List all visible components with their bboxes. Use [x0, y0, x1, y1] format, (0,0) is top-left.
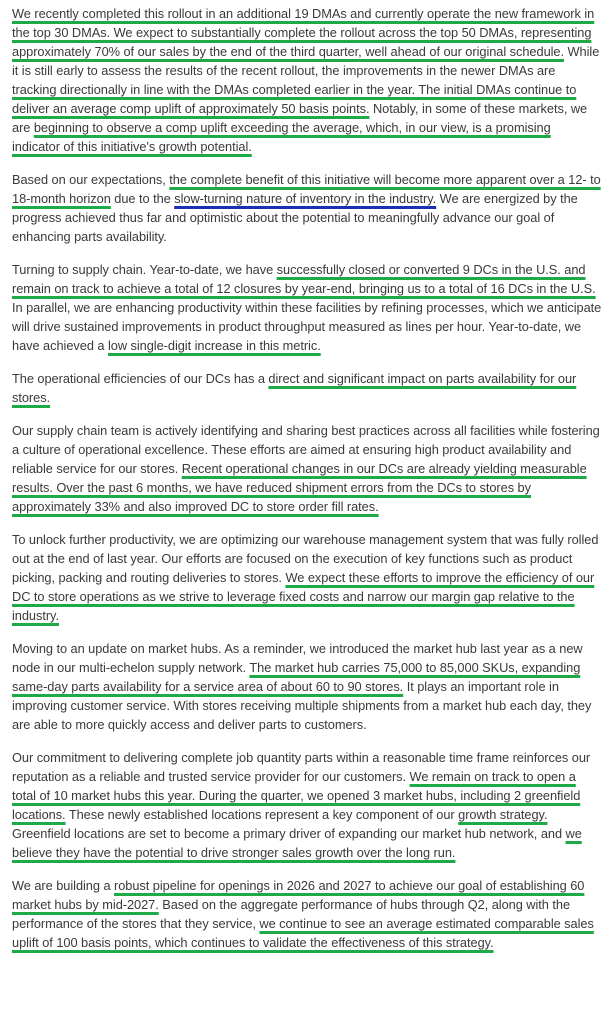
text-segment: Based on our expectations, — [12, 172, 170, 187]
text-segment: It plays an important role in improving customer service. With stores receiving multiple shipments from a market hub each day, they are able to more quickly access and deliver parts to customers. — [12, 679, 592, 732]
paragraph-2 — [12, 170, 602, 246]
highlight-segment: tracking directionally in line with the DMAs completed earlier in the year. The initial DMAs continue to deliver an average comp uplift of approximately 50 basis points. — [12, 82, 577, 116]
text-segment: due to the — [110, 191, 175, 206]
text-segment: Moving to an update on market hubs. As a reminder, we introduced the market hub last year as a new node in our multi-echelon supply network. — [12, 641, 583, 675]
highlight-segment: growth strategy. — [458, 807, 548, 822]
text-segment: Greenfield locations are set to become a primary driver of expanding our market hub network, and — [12, 826, 566, 841]
paragraph-3 — [12, 260, 602, 355]
highlight-segment: We recently completed this rollout in an additional 19 DMAs and currently operate the new framework in the top 30 DMAs. We expect to substantially complete the rollout across the top 50 DMAs, representing approximately 70% of our sales by the end of the third quarter, well ahead of our original schedule. — [12, 6, 595, 59]
highlight-segment: Recent operational changes in our DCs are already yielding measurable results. Over the past 6 months, we have reduced shipment errors from the DCs to stores by approximately 33% and also improved DC to store order fill rates. — [12, 461, 587, 514]
highlight-segment-blue: slow-turning nature of inventory in the industry. — [174, 191, 437, 206]
highlight-segment: successfully closed or converted 9 DCs in the U.S. and remain on track to achieve a total of 12 closures by year-end, bringing us to a total of 16 DCs in the U.S. — [12, 262, 596, 296]
highlight-segment: we continue to see an average estimated comparable sales uplift of 100 basis points, which continues to validate the effectiveness of this strategy. — [12, 916, 594, 950]
text-segment: In parallel, we are enhancing productivity within these facilities by refining processes, which we anticipate will drive sustained improvements in product throughput measured as lines per hour. Year-to-date, we have achieved a — [12, 300, 602, 353]
paragraph-1 — [12, 4, 602, 156]
highlight-segment: direct and significant impact on parts availability for our stores. — [12, 371, 577, 405]
highlight-segment: beginning to observe a comp uplift exceeding the average, which, in our view, is a promising indicator of this initiative's growth potential. — [12, 120, 551, 154]
paragraph-8 — [12, 748, 602, 862]
text-segment: The operational efficiencies of our DCs has a — [12, 371, 269, 386]
text-segment: To unlock further productivity, we are optimizing our warehouse management system that was fully rolled out at the end of last year. Our efforts are focused on the execution of key functions such as product picking, packing and routing deliveries to stores. — [12, 532, 599, 585]
text-segment: We are building a — [12, 878, 115, 893]
highlight-segment: we believe they have the potential to drive stronger sales growth over the long run. — [12, 826, 582, 860]
paragraph-4 — [12, 369, 602, 407]
highlight-segment: robust pipeline for openings in 2026 and 2027 to achieve our goal of establishing 60 market hubs by mid-2027. — [12, 878, 585, 912]
text-segment: We are energized by the progress achieved thus far and optimistic about the potential to meaningfully advance our goal of enhancing parts availability. — [12, 191, 578, 244]
paragraph-6 — [12, 530, 602, 625]
highlight-segment: the complete benefit of this initiative will become more apparent over a 12- to 18-month horizon — [12, 172, 601, 206]
text-segment: These newly established locations represent a key component of our — [65, 807, 459, 822]
text-segment: While it is still early to assess the results of the recent rollout, the improvements in the newer DMAs are — [12, 44, 600, 78]
text-segment: Based on the aggregate performance of hubs through Q2, along with the performance of the stores that they service, — [12, 897, 571, 931]
highlight-segment: We remain on track to open a total of 10 market hubs this year. During the quarter, we opened 3 market hubs, including 2 greenfield locations. — [12, 769, 581, 822]
text-segment: Our supply chain team is actively identifying and sharing best practices across all facilities while fostering a culture of operational excellence. These efforts are aimed at ensuring high product availability and reliable service for our stores. — [12, 423, 600, 476]
highlight-segment: We expect these efforts to improve the efficiency of our DC to store operations as we strive to leverage fixed costs and narrow our margin gap relative to the industry. — [12, 570, 595, 623]
text-segment: Turning to supply chain. Year-to-date, we have — [12, 262, 277, 277]
highlight-segment: low single-digit increase in this metric. — [107, 338, 321, 353]
paragraph-7 — [12, 639, 602, 734]
highlight-segment: The market hub carries 75,000 to 85,000 SKUs, expanding same-day parts availability for a service area of about 60 to 90 stores. — [12, 660, 581, 694]
paragraph-9 — [12, 876, 602, 952]
text-segment: Our commitment to delivering complete job quantity parts within a reasonable time frame reinforces our reputation as a reliable and trusted service provider for our customers. — [12, 750, 591, 784]
paragraph-5 — [12, 421, 602, 516]
text-segment: Notably, in some of these markets, we are — [12, 101, 588, 135]
